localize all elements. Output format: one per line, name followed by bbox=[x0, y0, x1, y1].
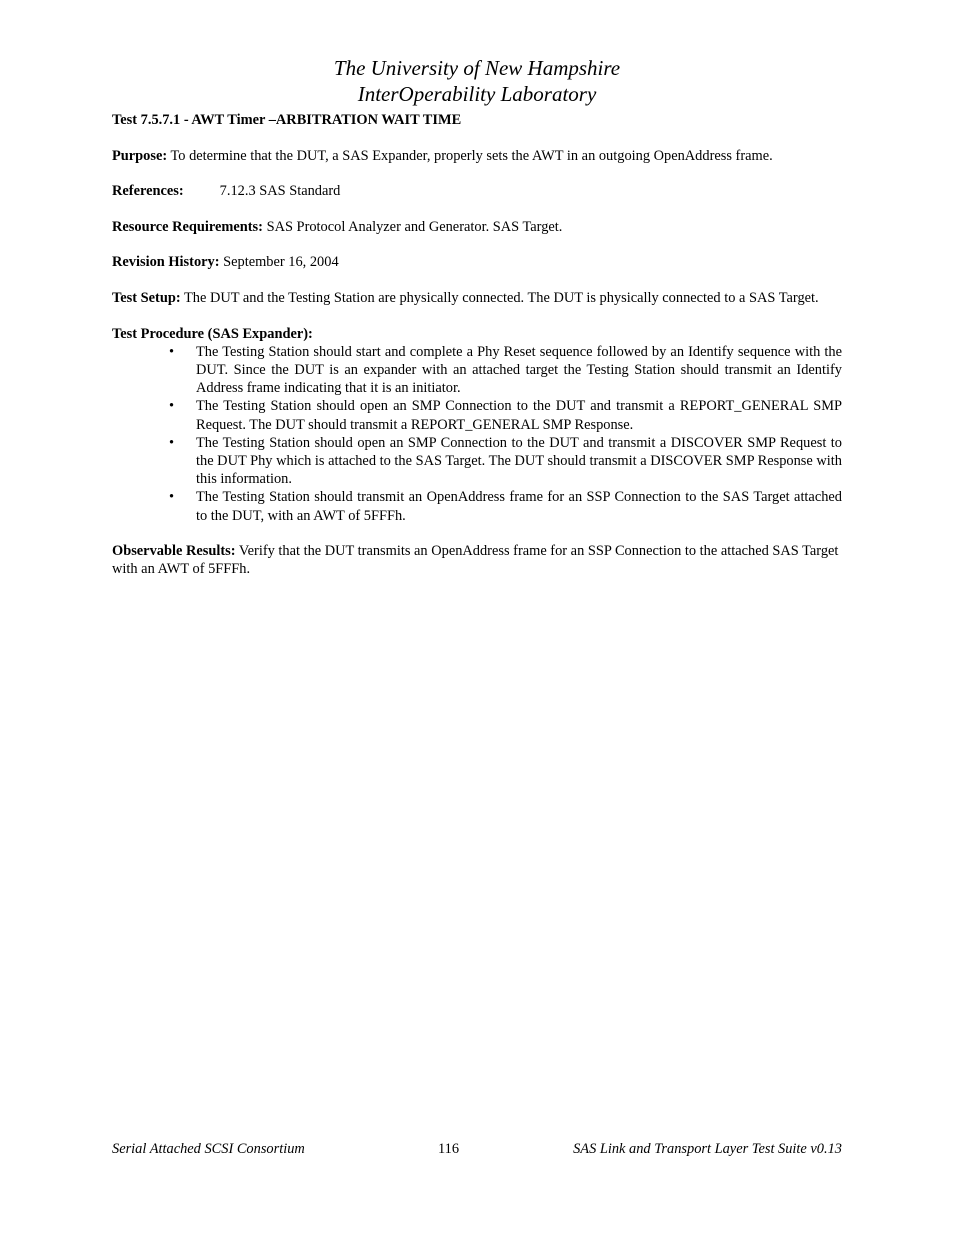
references-text: 7.12.3 SAS Standard bbox=[219, 183, 341, 200]
observable-text: Verify that the DUT transmits an OpenAddress frame for an SSP Connection to the attached SAS Target with an AWT of 5FFFh. bbox=[112, 543, 839, 578]
bullet-icon: • bbox=[169, 434, 175, 451]
procedure-steps bbox=[112, 343, 842, 525]
setup-section bbox=[112, 289, 842, 307]
procedure-label: Test Procedure (SAS Expander): bbox=[112, 325, 313, 342]
references-label: References: bbox=[112, 183, 184, 200]
test-title: Test 7.5.7.1 - AWT Timer –ARBITRATION WAIT TIME bbox=[112, 112, 462, 128]
page-footer bbox=[112, 1139, 842, 1159]
purpose-section bbox=[112, 147, 842, 165]
procedure-step-text: The Testing Station should start and complete a Phy Reset sequence followed by an Identify sequence with the DUT. Since the DUT is an expander with an attached target the Testing Station should transmit an Identify Address frame indicating that it is an initiator. bbox=[196, 343, 842, 397]
header-laboratory: InterOperability Laboratory bbox=[357, 82, 597, 106]
bullet-icon: • bbox=[169, 489, 175, 506]
resources-text: SAS Protocol Analyzer and Generator. SAS Target. bbox=[266, 218, 563, 235]
page-header bbox=[0, 55, 954, 107]
procedure-step bbox=[112, 397, 842, 433]
bullet-icon: • bbox=[169, 343, 175, 360]
procedure-step bbox=[112, 434, 842, 489]
procedure-step bbox=[112, 343, 842, 398]
setup-text: The DUT and the Testing Station are physically connected. The DUT is physically connected to a SAS Target. bbox=[183, 289, 819, 306]
header-institution: The University of New Hampshire bbox=[333, 56, 621, 80]
revision-section bbox=[112, 253, 842, 271]
setup-label: Test Setup: bbox=[112, 289, 181, 306]
procedure-step bbox=[112, 488, 842, 524]
purpose-text: To determine that the DUT, a SAS Expander, properly sets the AWT in an outgoing OpenAddress frame. bbox=[170, 147, 773, 164]
observable-section bbox=[112, 542, 842, 578]
footer-consortium: Serial Attached SCSI Consortium bbox=[112, 1141, 305, 1157]
document-body bbox=[112, 111, 842, 596]
page-number: 116 bbox=[438, 1141, 460, 1157]
procedure-step-text: The Testing Station should transmit an OpenAddress frame for an SSP Connection to the SAS Target attached to the DUT, with an AWT of 5FFFh. bbox=[196, 489, 842, 524]
bullet-icon: • bbox=[169, 398, 175, 415]
revision-label: Revision History: bbox=[112, 254, 220, 271]
resources-label: Resource Requirements: bbox=[112, 218, 263, 235]
references-section bbox=[112, 182, 842, 200]
revision-text: September 16, 2004 bbox=[223, 254, 339, 271]
procedure-step-text: The Testing Station should open an SMP Connection to the DUT and transmit a REPORT_GENERAL SMP Request. The DUT should transmit a REPORT_GENERAL SMP Response. bbox=[196, 398, 842, 433]
observable-label: Observable Results: bbox=[112, 543, 236, 560]
procedure-step-text: The Testing Station should open an SMP Connection to the DUT and transmit a DISCOVER SMP Request to the DUT Phy which is attached to the SAS Target. The DUT should transmit a DISCOVER SMP Response with this information. bbox=[196, 434, 842, 488]
resources-section bbox=[112, 218, 842, 236]
purpose-label: Purpose: bbox=[112, 147, 168, 164]
footer-document-title: SAS Link and Transport Layer Test Suite v0.13 bbox=[573, 1141, 842, 1157]
